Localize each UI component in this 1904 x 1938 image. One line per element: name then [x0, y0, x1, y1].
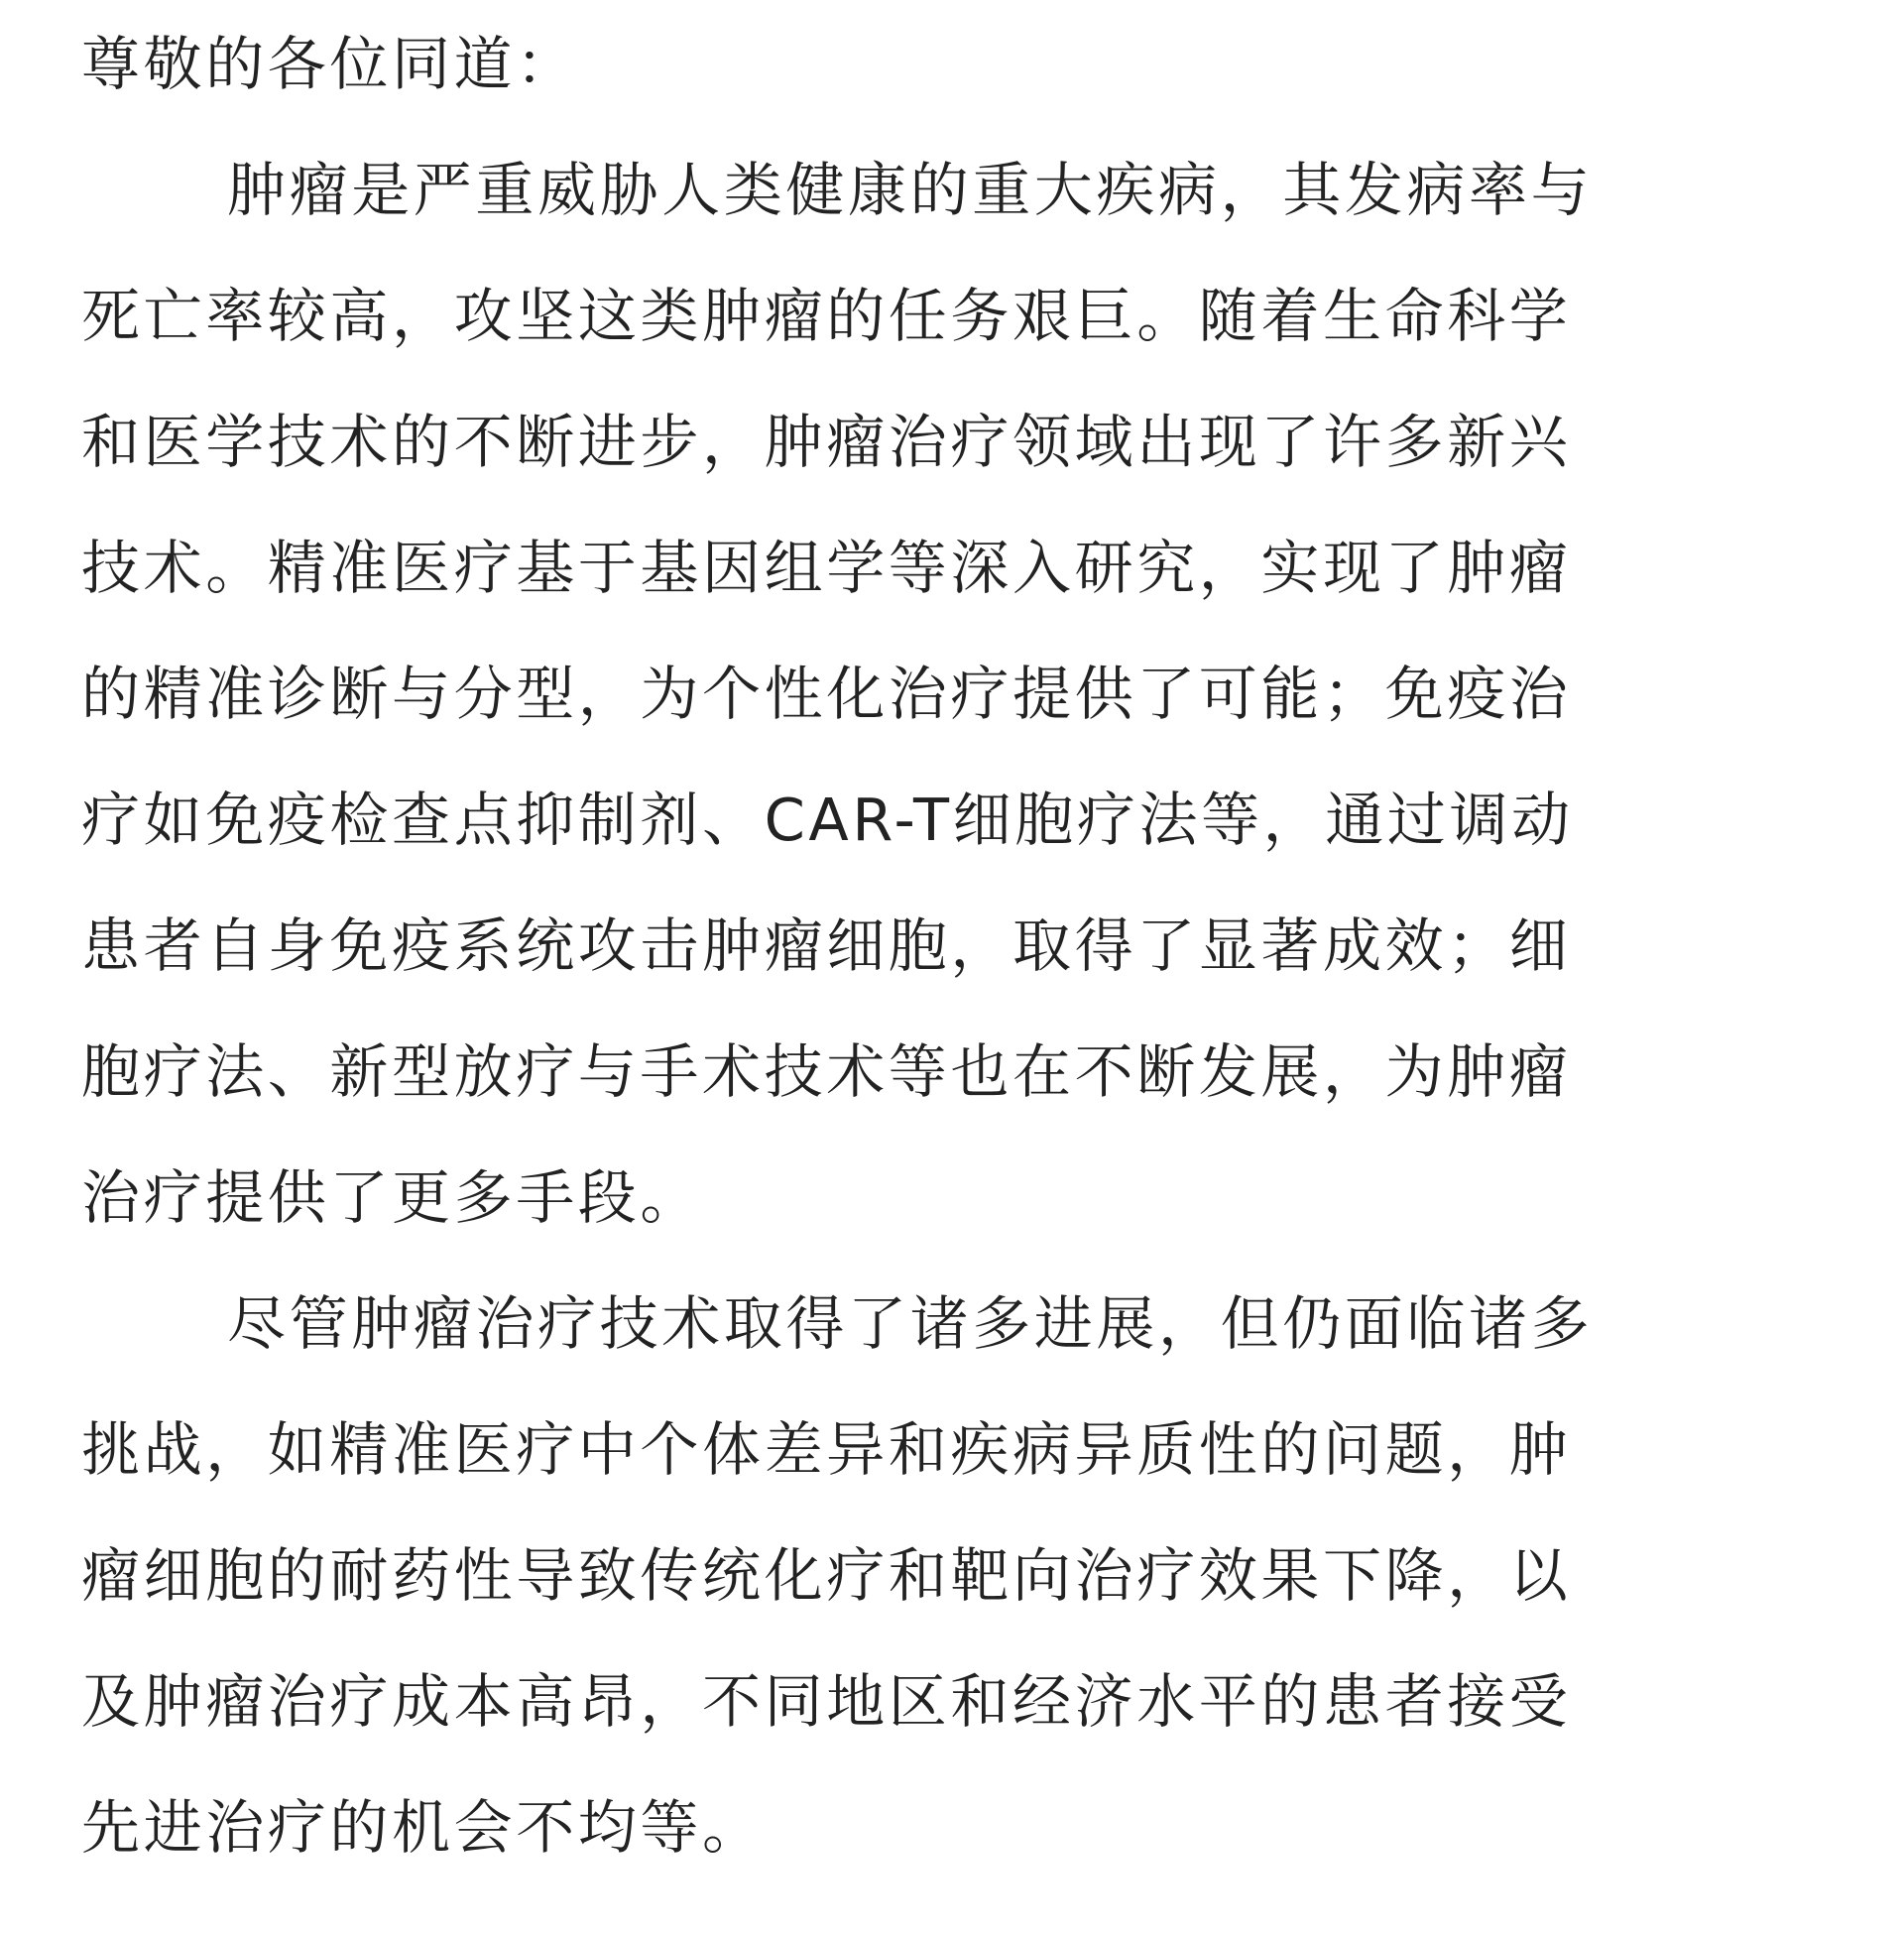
paragraph-line: 和医学技术的不断进步，肿瘤治疗领域出现了许多新兴 — [81, 408, 1572, 476]
paragraph-line: 疗如免疫检查点抑制剂、CAR-T细胞疗法等，通过调动 — [81, 786, 1574, 854]
paragraph-line: 肿瘤是严重威胁人类健康的重大疾病，其发病率与 — [227, 156, 1594, 224]
paragraph-2 — [81, 1261, 1827, 1890]
paragraph-line: 挑战，如精准医疗中个体差异和疾病异质性的问题，肿 — [81, 1415, 1572, 1484]
greeting: 尊敬的各位同道： — [81, 30, 578, 98]
paragraph-line: 死亡率较高，攻坚这类肿瘤的任务艰巨。随着生命科学 — [81, 282, 1572, 350]
paragraph-line: 及肿瘤治疗成本高昂，不同地区和经济水平的患者接受 — [81, 1667, 1572, 1736]
paragraph-line: 先进治疗的机会不均等。 — [81, 1793, 765, 1862]
paragraph-line: 的精准诊断与分型，为个性化治疗提供了可能；免疫治 — [81, 660, 1572, 728]
paragraph-line: 患者自身免疫系统攻击肿瘤细胞，取得了显著成效；细 — [81, 911, 1572, 980]
paragraph-line: 瘤细胞的耐药性导致传统化疗和靶向治疗效果下降，以 — [81, 1541, 1572, 1610]
paragraph-line: 尽管肿瘤治疗技术取得了诸多进展，但仍面临诸多 — [227, 1289, 1594, 1358]
paragraph-line: 胞疗法、新型放疗与手术技术等也在不断发展，为肿瘤 — [81, 1037, 1572, 1106]
paragraph-line: 技术。精准医疗基于基因组学等深入研究，实现了肿瘤 — [81, 534, 1572, 602]
document-body — [81, 0, 1827, 1938]
paragraph-line: 治疗提供了更多手段。 — [81, 1163, 703, 1232]
paragraph-1 — [81, 127, 1827, 1261]
